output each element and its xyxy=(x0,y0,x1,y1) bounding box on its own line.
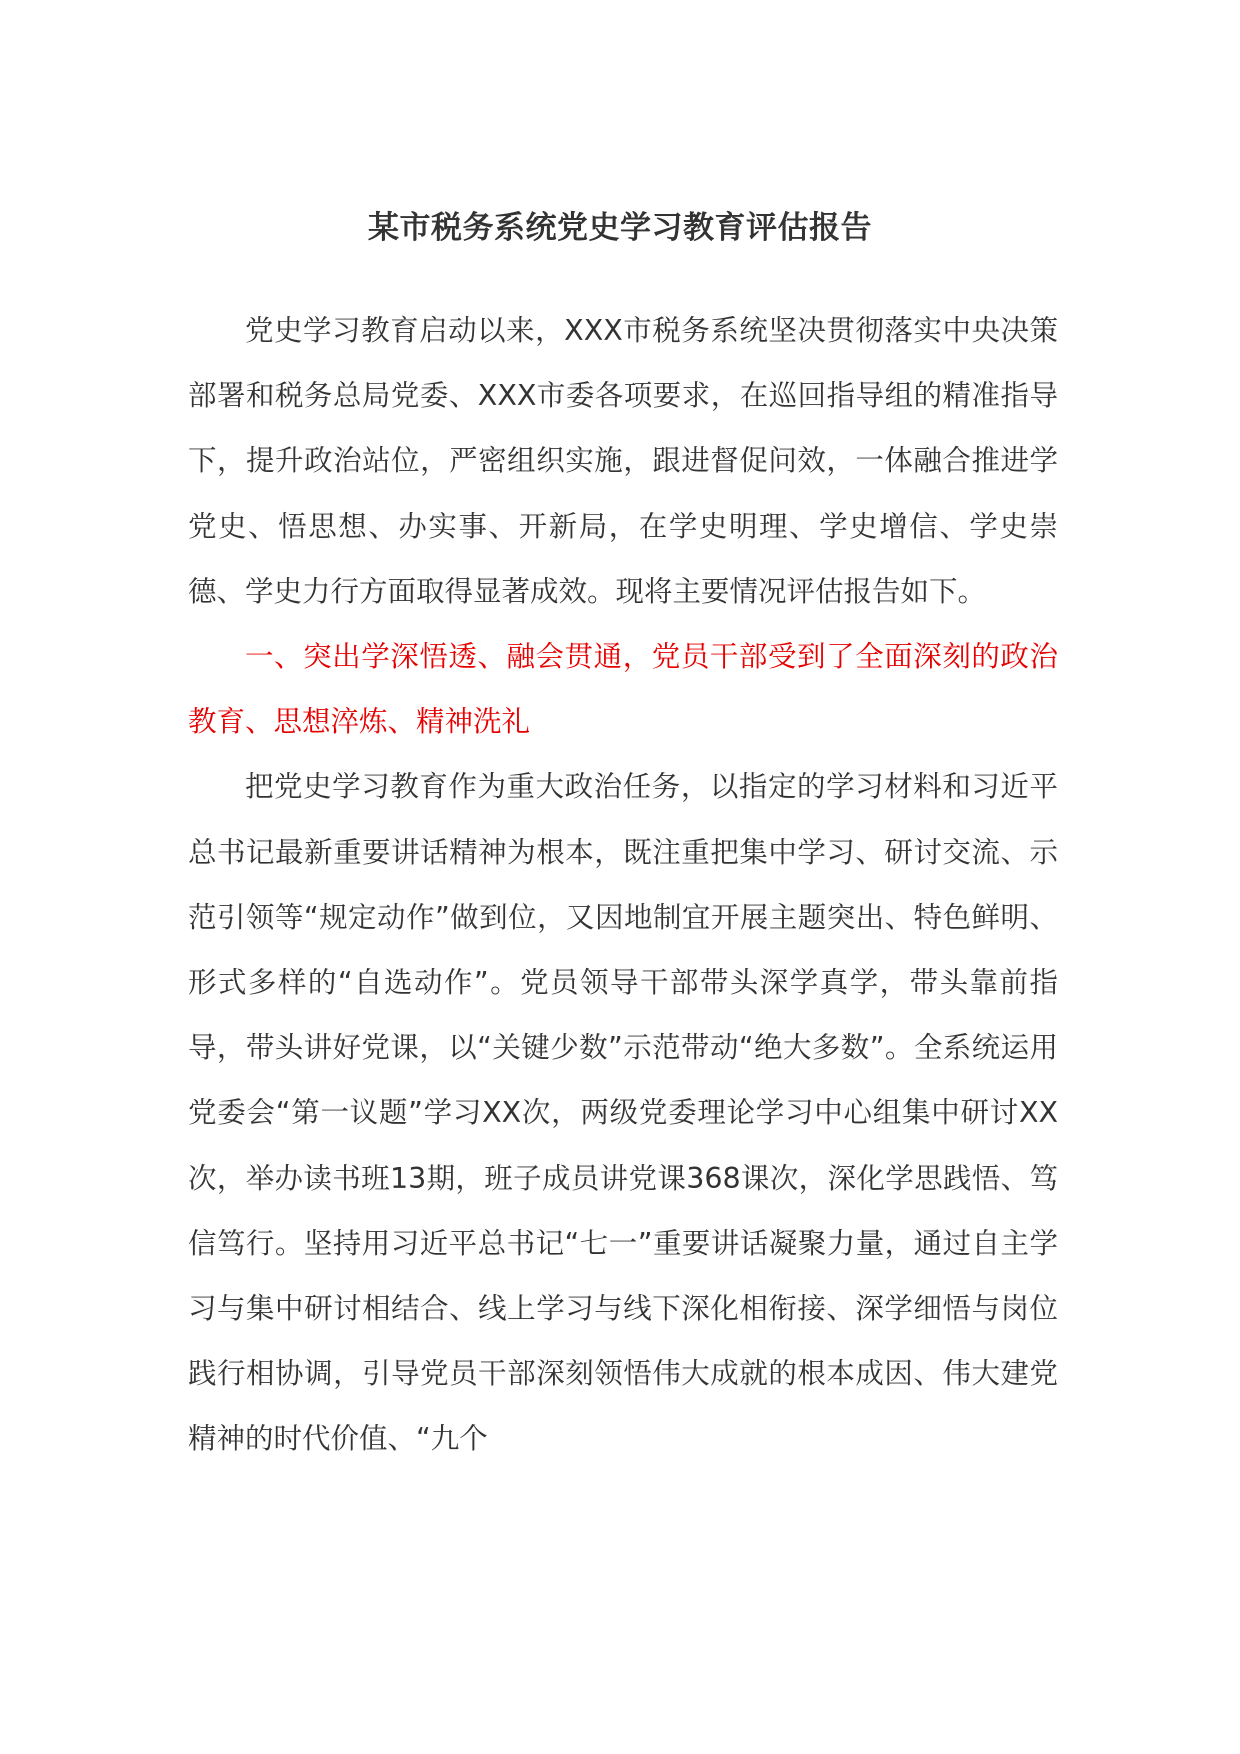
section-1-paragraph: 把党史学习教育作为重大政治任务，以指定的学习材料和习近平总书记最新重要讲话精神为根本，既注重把集中学习、研讨交流、示范引领等“规定动作”做到位，又因地制宜开展主题突出、特色鲜明、形式多样的“自选动作”。党员领导干部带头深学真学，带头靠前指导，带头讲好党课，以“关键少数”示范带动“绝大多数”。全系统运用党委会“第一议题”学习XX次，两级党委理论学习中心组集中研讨XX次，举办读书班13期，班子成员讲党课368课次，深化学思践悟、笃信笃行。坚持用习近平总书记“七一”重要讲话凝聚力量，通过自主学习与集中研讨相结合、线上学习与线下深化相衔接、深学细悟与岗位践行相协调，引导党员干部深刻领悟伟大成就的根本成因、伟大建党精神的时代价值、“九个 xyxy=(188,770,1058,1456)
intro-paragraph: 党史学习教育启动以来，XXX市税务系统坚决贯彻落实中央决策部署和税务总局党委、XXX市委各项要求，在巡回指导组的精准指导下，提升政治站位，严密组织实施，跟进督促问效，一体融合推进学党史、悟思想、办实事、开新局，在学史明理、学史增信、学史崇德、学史力行方面取得显著成效。现将主要情况评估报告如下。 xyxy=(188,314,1058,608)
document-body xyxy=(188,298,1058,1472)
document-title: 某市税务系统党史学习教育评估报告 xyxy=(368,210,872,246)
section-heading-1: 一、突出学深悟透、融会贯通，党员干部受到了全面深刻的政治教育、思想淬炼、精神洗礼 xyxy=(188,640,1058,739)
